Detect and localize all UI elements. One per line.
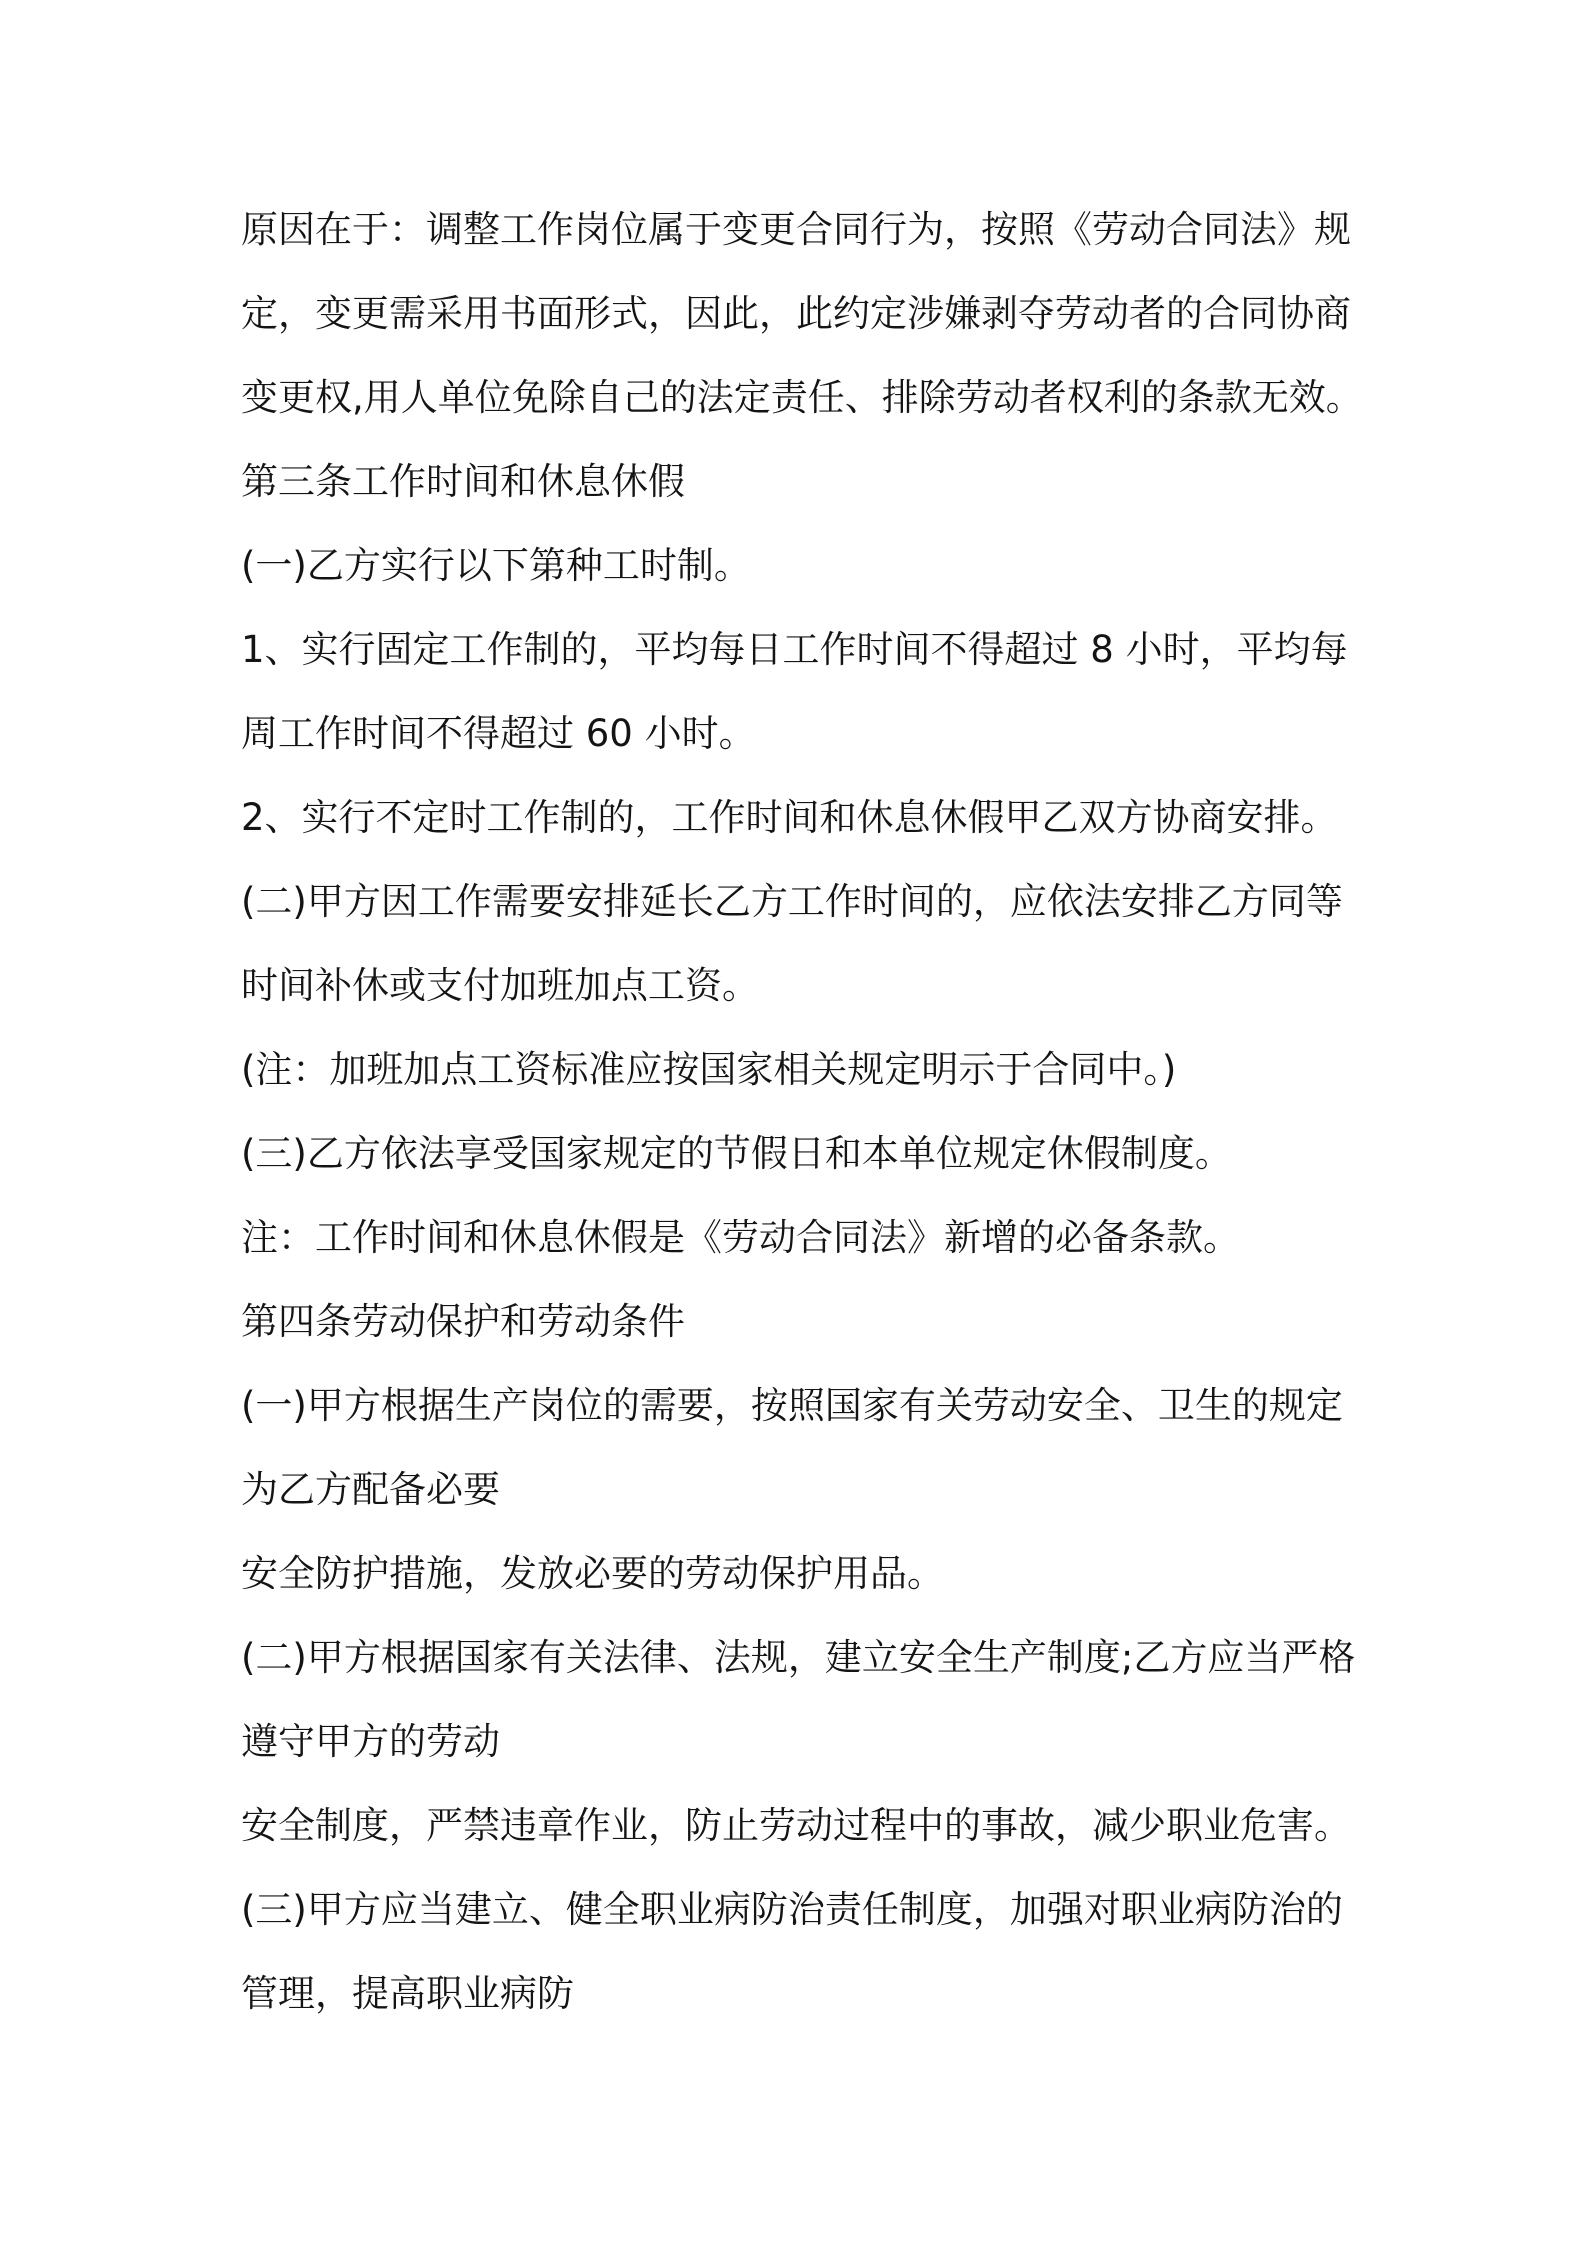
- text-line: 原因在于：调整工作岗位属于变更合同行为，按照《劳动合同法》规: [241, 208, 1351, 251]
- section-heading: 第三条工作时间和休息休假: [241, 460, 685, 503]
- note-line: 注：工作时间和休息休假是《劳动合同法》新增的必备条款。: [241, 1216, 1240, 1259]
- text-line: (二)甲方根据国家有关法律、法规，建立安全生产制度;乙方应当严格: [241, 1636, 1356, 1679]
- text-line: 安全防护措施，发放必要的劳动保护用品。: [241, 1552, 944, 1595]
- text-line: (二)甲方因工作需要安排延长乙方工作时间的，应依法安排乙方同等: [241, 880, 1343, 923]
- text-line: 周工作时间不得超过 60 小时。: [241, 712, 756, 755]
- text-line: 定，变更需采用书面形式，因此，此约定涉嫌剥夺劳动者的合同协商: [241, 292, 1351, 335]
- text-line: 变更权,用人单位免除自己的法定责任、排除劳动者权利的条款无效。: [241, 376, 1363, 419]
- text-line: 时间补休或支付加班加点工资。: [241, 964, 759, 1007]
- text-line: (一)乙方实行以下第种工时制。: [241, 544, 751, 587]
- text-line: 1、实行固定工作制的，平均每日工作时间不得超过 8 小时，平均每: [241, 628, 1348, 671]
- document-body: [241, 200, 1361, 2048]
- text-line: 遵守甲方的劳动: [241, 1720, 500, 1763]
- text-line: 安全制度，严禁违章作业，防止劳动过程中的事故，减少职业危害。: [241, 1804, 1351, 1847]
- section-heading: 第四条劳动保护和劳动条件: [241, 1300, 685, 1343]
- text-line: (三)乙方依法享受国家规定的节假日和本单位规定休假制度。: [241, 1132, 1232, 1175]
- text-line: 2、实行不定时工作制的，工作时间和休息休假甲乙双方协商安排。: [241, 796, 1338, 839]
- text-line: (三)甲方应当建立、健全职业病防治责任制度，加强对职业病防治的: [241, 1888, 1343, 1931]
- note-line: (注：加班加点工资标准应按国家相关规定明示于合同中。): [241, 1048, 1177, 1091]
- text-line: 管理，提高职业病防: [241, 1972, 574, 2015]
- text-line: (一)甲方根据生产岗位的需要，按照国家有关劳动安全、卫生的规定: [241, 1384, 1343, 1427]
- text-line: 为乙方配备必要: [241, 1468, 500, 1511]
